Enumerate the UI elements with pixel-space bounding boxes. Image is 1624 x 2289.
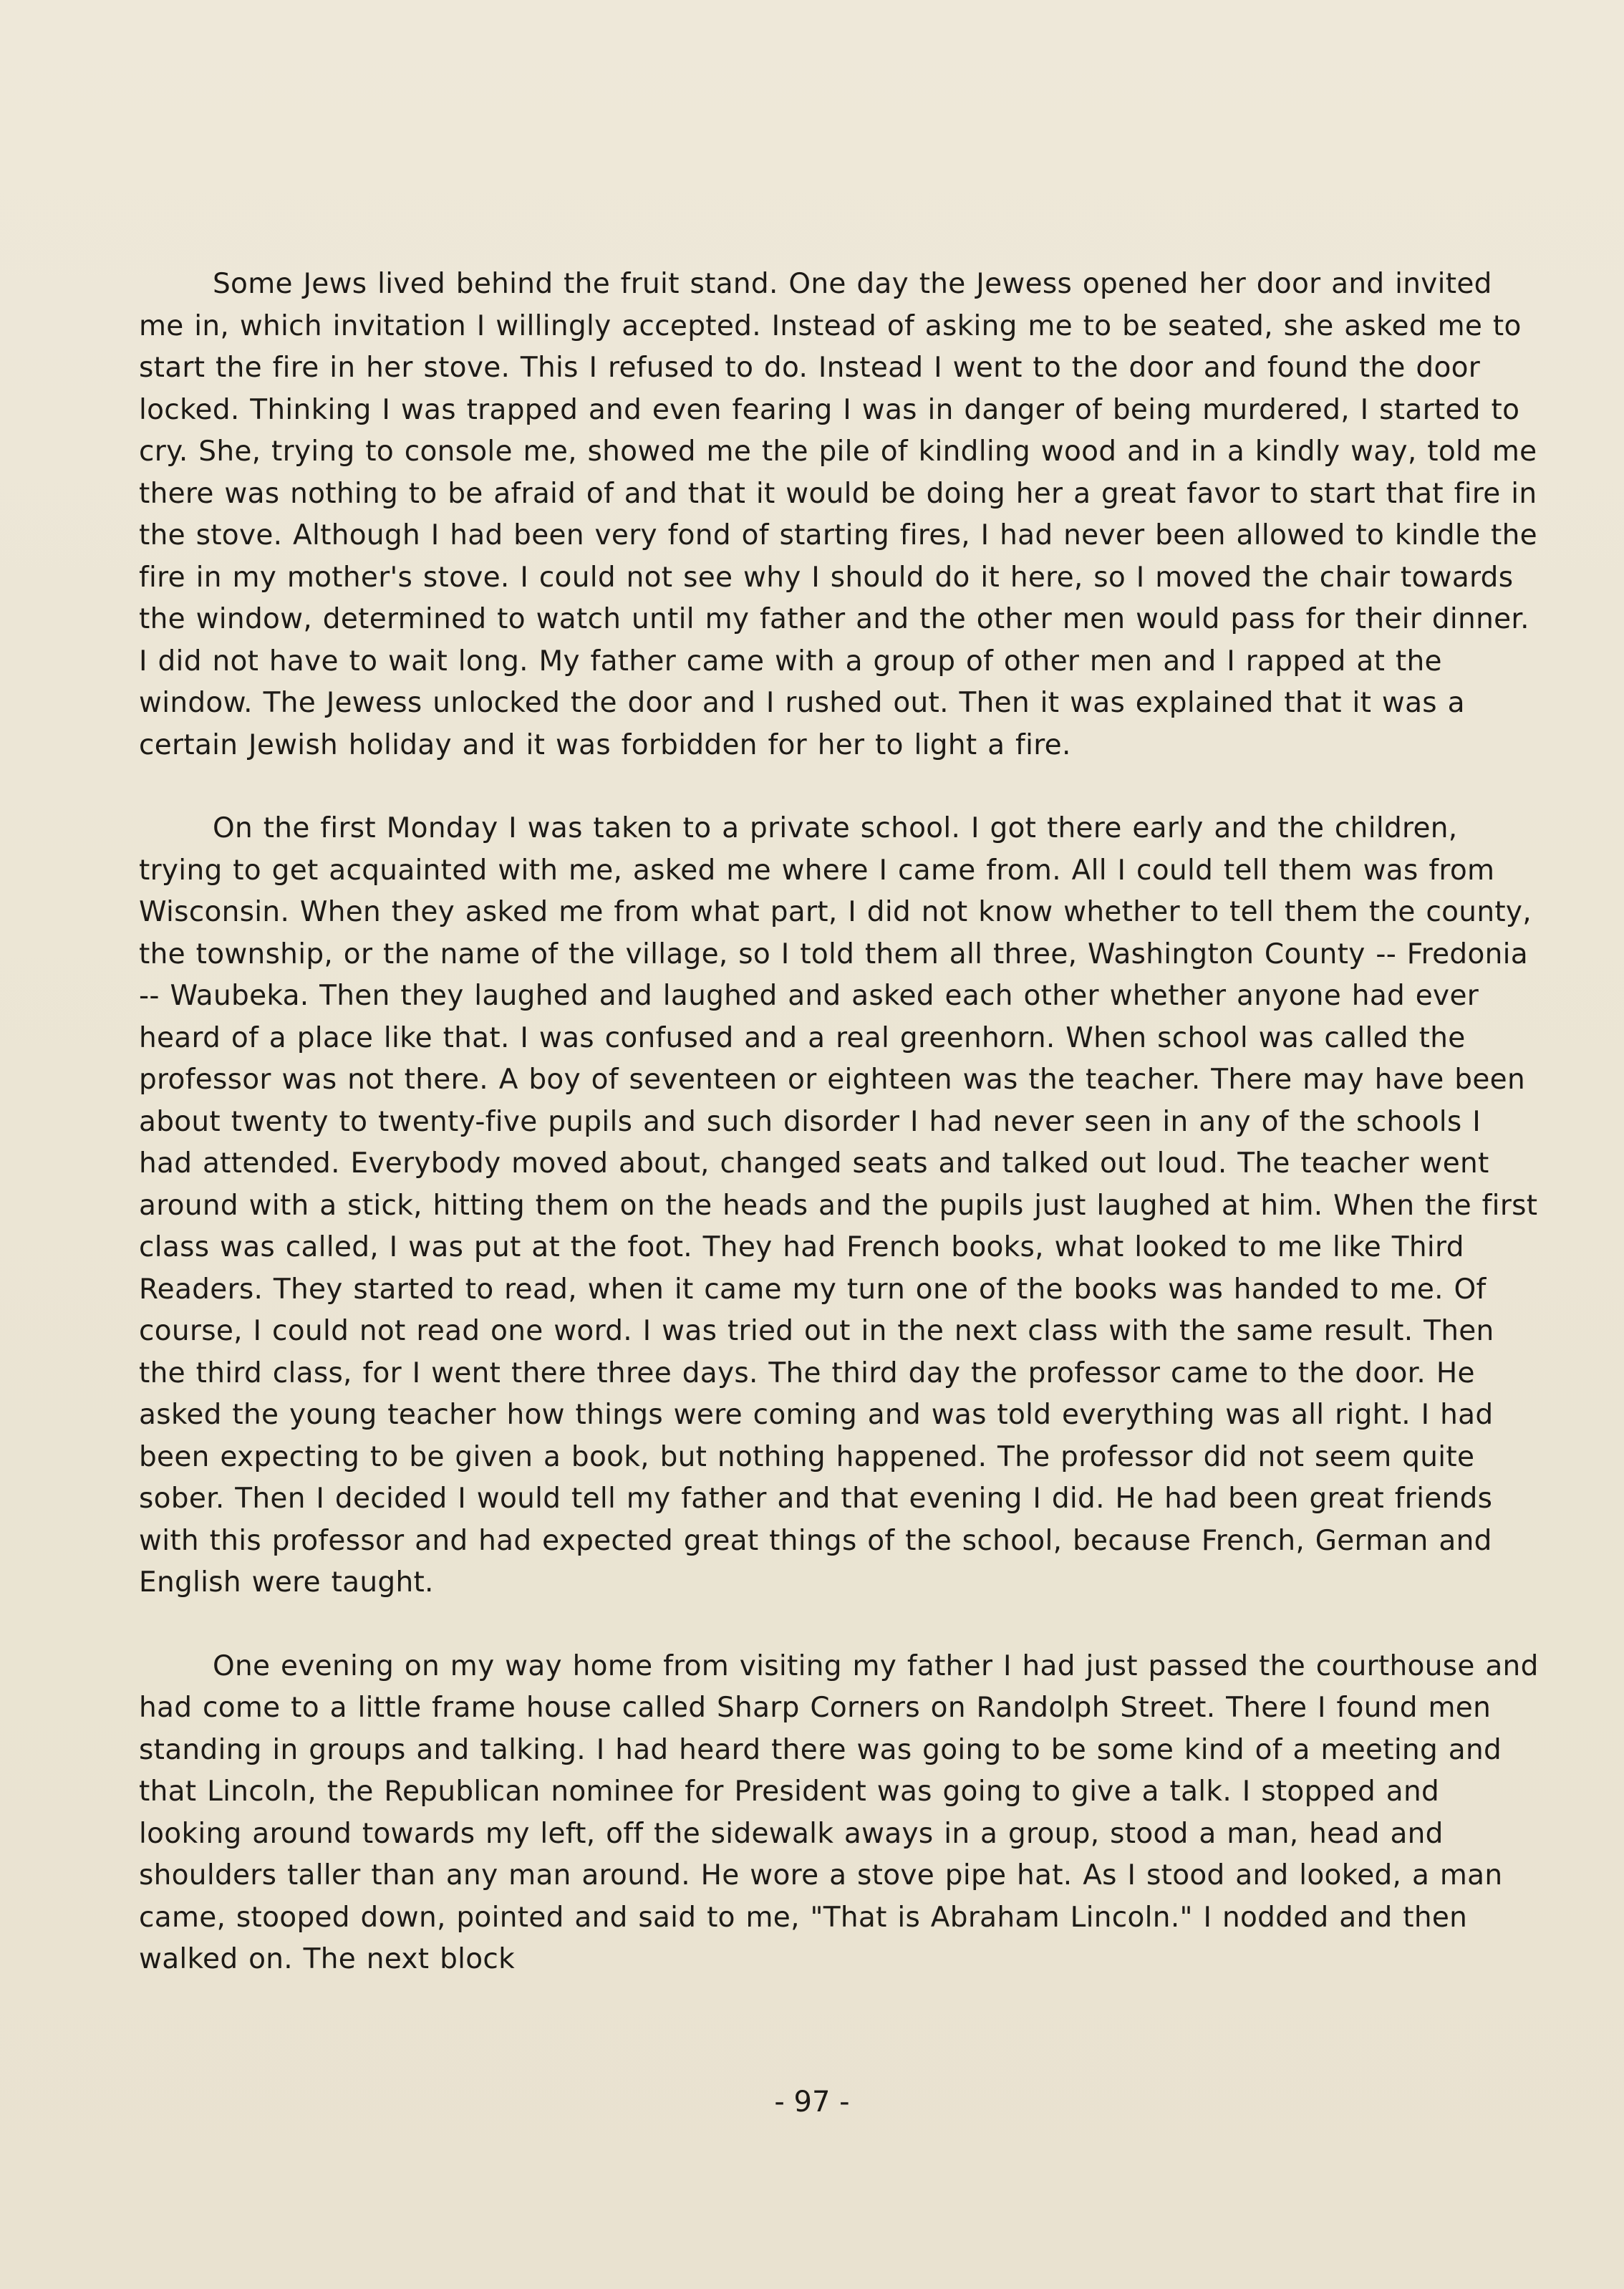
page-number: - 97 - xyxy=(774,2086,850,2119)
paragraph-jewess-fire: Some Jews lived behind the fruit stand. One day the Jewess opened her door and invited me in, which invitation I willingly accepted. Instead of asking me to be seated, she asked me to start the fire in her stove. This I refused to do. Instead I went to the door and found the door locked. Thinking I was trapped and even fearing I was in danger of being murdered, I started to cry. She, trying to console me, showed me the pile of kindling wood and in a kindly way, told me there was nothing to be afraid of and that it would be doing her a great favor to start that fire in the stove. Although I had been very fond of starting fires, I had never been allowed to kindle the fire in my mother's stove. I could not see why I should do it here, so I moved the chair towards the window, determined to watch until my father and the other men would pass for their dinner. I did not have to wait long. My father came with a group of other men and I rapped at the window. The Jewess unlocked the door and I rushed out. Then it was explained that it was a certain Jewish holiday and it was forbidden for her to light a fire. xyxy=(139,268,1537,761)
body-text xyxy=(139,264,1542,2023)
paragraph-lincoln: One evening on my way home from visiting my father I had just passed the courthouse and had come to a little frame house called Sharp Corners on Randolph Street. There I found men standing in groups and talking. I had heard there was going to be some kind of a meeting and that Lincoln, the Republican nominee for President was going to give a talk. I stopped and looking around towards my left, off the sidewalk aways in a group, stood a man, head and shoulders taller than any man around. He wore a stove pipe hat. As I stood and looked, a man came, stooped down, pointed and said to me, "That is Abraham Lincoln." I nodded and then walked on. The next block xyxy=(139,1649,1539,1975)
paragraph-private-school: On the first Monday I was taken to a private school. I got there early and the children, trying to get acquainted with me, asked me where I came from. All I could tell them was from Wisconsin. When they asked me from what part, I did not know whether to tell them the county, the township, or the name of the village, so I told them all three, Washington County -- Fredonia -- Waubeka. Then they laughed and laughed and asked each other whether anyone had ever heard of a place like that. I was confused and a real greenhorn. When school was called the professor was not there. A boy of seventeen or eighteen was the teacher. There may have been about twenty to twenty-five pupils and such disorder I had never seen in any of the schools I had attended. Everybody moved about, changed seats and talked out loud. The teacher went around with a stick, hitting them on the heads and the pupils just laughed at him. When the first class was called, I was put at the foot. They had French books, what looked to me like Third Readers. They started to read, when it came my turn one of the books was handed to me. Of course, I could not read one word. I was tried out in the next class with the same result. Then the third class, for I went there three days. The third day the professor came to the door. He asked the young teacher how things were coming and was told everything was all right. I had been expecting to be given a book, but nothing happened. The professor did not seem quite sober. Then I decided I would tell my father and that evening I did. He had been great friends with this professor and had expected great things of the school, because French, German and English were taught. xyxy=(139,812,1538,1599)
